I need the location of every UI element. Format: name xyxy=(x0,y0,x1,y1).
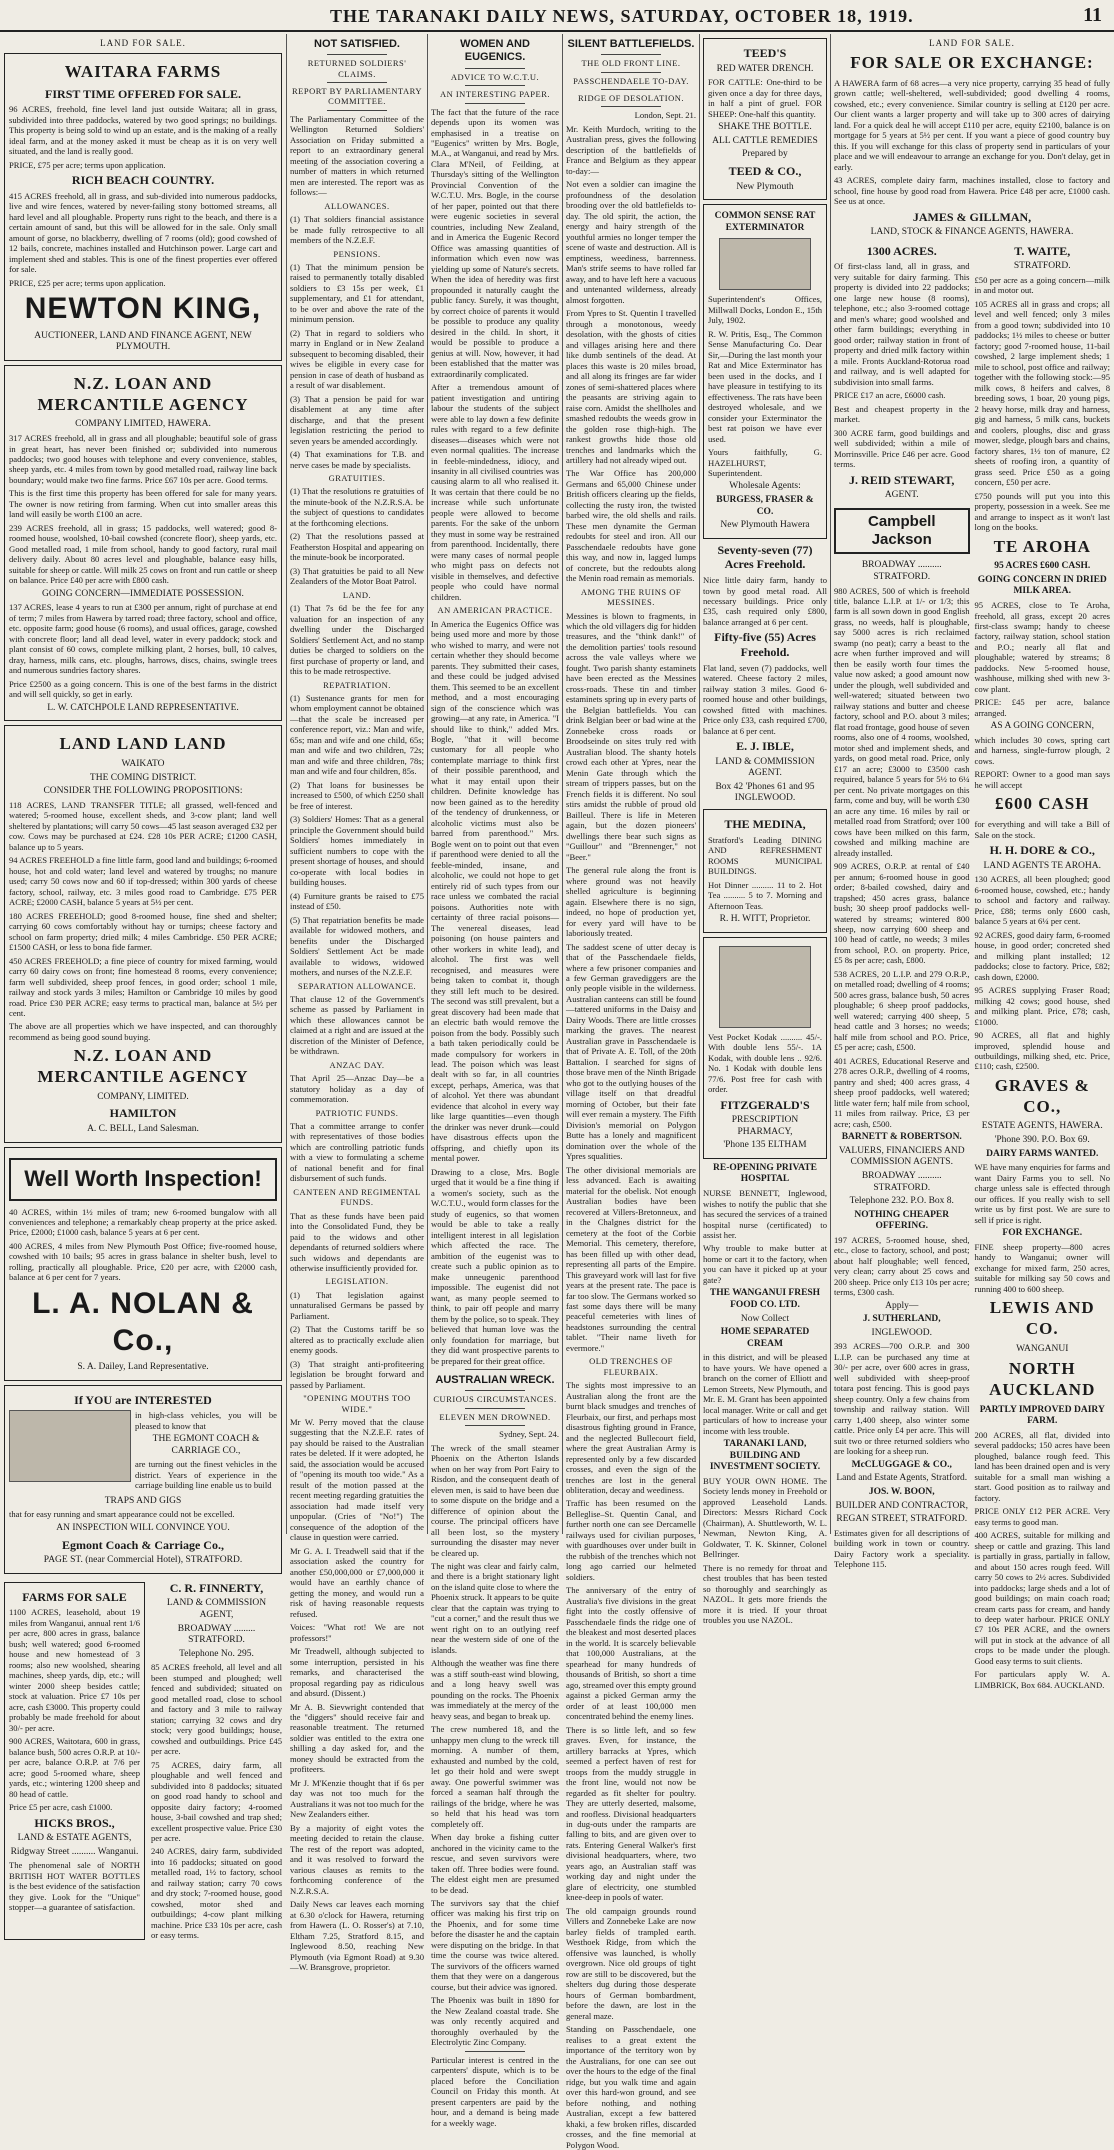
article-subhead: REPORT BY PARLIAMENTARY COMMITTEE. xyxy=(292,86,422,107)
article-paragraph: (1) That soldiers financial assistance be made fully retrospective to all members of the N.Z.E.F. xyxy=(290,214,424,246)
ad-subtitle: AN INSPECTION WILL CONVINCE YOU. xyxy=(56,1522,230,1533)
ad-price: PRICE ONLY £12 PER ACRE. Very easy terms to good man. xyxy=(974,1506,1110,1527)
article-paragraph: Mr W. Perry moved that the clause suggesting that the N.Z.E.F. rates of pay should be raised to the Australian rates be deleted. If it were adopted, he said, the association would be accused of "opening its mouth too wide." As a result of the motion passed at the recent meeting regarding gratuities the association had made itself very unpopular. (Cries of "No!") The consequence of the adoption of the clause in question were carried. xyxy=(290,1416,424,1543)
ad-subtitle: AS A GOING CONCERN, xyxy=(990,721,1094,732)
article-subhead: REPATRIATION. xyxy=(323,679,391,690)
agent-sub: LAND & COMMISSION AGENT. xyxy=(715,756,815,779)
reid-stewart-ad xyxy=(834,241,970,1694)
ad-text: Vest Pocket Kodak .......... 45/-. With double lens 55/-. 1A Kodak, with double lens .. 92/6. No. 1 Kodak with double lens 77/6. Post free for cash with order. xyxy=(708,1031,822,1095)
article-paragraph: The sights most impressive to an Australian along the front are the burnt black smudges and trenches of Fleurbaix, our first, and perhaps most disastrous fighting ground in France, and the neglected Bullecourt field, where the great Australian Army is represented only by a few discarded crosses, and even the sign of the trenches are lost in the general obliteration, decay and weediness. xyxy=(566,1380,696,1495)
ad-title: NOTHING CHEAPER OFFERING. xyxy=(854,1209,950,1232)
ad-title: COMMON SENSE RAT EXTERMINATOR xyxy=(714,211,816,233)
article-subhead: AN INTERESTING PAPER. xyxy=(439,89,551,100)
ad-title: DAIRY FARMS WANTED. xyxy=(986,1148,1099,1159)
column-land-ads xyxy=(4,34,282,1941)
article-subhead: ELEVEN MEN DROWNED. xyxy=(439,1411,551,1422)
ad-subtitle: RED WATER DRENCH. xyxy=(716,63,814,74)
ad-title: TARANAKI LAND, BUILDING AND INVESTMENT SOCIETY. xyxy=(709,1439,821,1473)
ad-subtitle: ALL CATTLE REMEDIES xyxy=(712,135,818,146)
article-subhead: LEGISLATION. xyxy=(325,1276,389,1287)
article-paragraph: There is so little left, and so few graves. Even, for instance, the artillery barracks at Ypres, which seemed a perfect haven of rest for troops from the muddy struggle in the front line, would not now be regarded as fit shelter for poultry. They are utterly deserted, malsome, and roofless. Divisional headquarters in dug-outs under the ramparts are falling to bits, and are given over to rats. Entering General Walker's first divisional headquarters, where, two years ago, an Australian staff was working day and night under the glare of electricity, one stumbled knee-deep in pools of water. xyxy=(566,1724,696,1903)
article-paragraph: Drawing to a close, Mrs. Bogle urged that it would be a fine thing if a women's society, such as the W.C.T.U., would form classes for the study of eugenics, so that women would be able to take a really intelligent interest in all legislation which affected the race. The ambition of the eugenist was to create such a public opinion as to make unneugenic parenthood impossible. The eugenist did not want, as many people seemed to think, to pair off people and marry them by the police, so to speak. They believed that human love was the only foundation for marriage, but they did want prospective parents to be prepared for their great office. xyxy=(431,1166,560,1366)
ad-text: 393 ACRES—700 O.R.P. and 300 L.I.P. can be purchased any time at 30/- per acre, over 600 acres in grass, well subdivided with sheep-proof totara post fencing. This is good pays sheep country. Only a few chains from township and railway station. Will carry 1,400 sheep, also winter some cattle. Price only £4 per acre. This will suit two or three returned soldiers who are looking for a sheep run. xyxy=(834,1341,970,1457)
company-address: PAGE ST. (near Commercial Hotel), STRATFORD. xyxy=(43,1555,243,1566)
ad-text: 239 ACRES freehold, all in grass; 15 paddocks, well watered; good 8-roomed house, woolshed, 10-bail cowshed (concrete floor), sheep yards, etc. Good metalled road, 1 mile from school, handy to good factory, rural mail delivery daily. About 80 acres level and ploughable, balance easy hills, suitable for sheep or cattle. Will milk 25 cows on front and run cattle or sheep on balance. Price £40 per acre with £800 cash. xyxy=(9,522,277,586)
ad-title: Well Worth Inspection! xyxy=(9,1158,277,1201)
article-paragraph: The anniversary of the entry of Australia's five divisions in the great fight into the costly offensive of Passchendaele finds the ridge one of the bleakest and most deserted places in the world. It is scarcely believable that 100,000 Australians, at the spearhead for many hundreds of thousands of British, so short a time ago, streamed over this empty ground against a picked German army the order of at least 100,000 men concentrated behind the enemy lines. xyxy=(566,1585,696,1722)
kodak-illustration xyxy=(719,946,811,1028)
article-paragraph: (1) That the resolutions re gratuities of the minute-book of the N.Z.R.S.A. be the subject of questions to candidates at the forthcoming elections. xyxy=(290,486,424,528)
ad-representative: A. C. BELL, Land Salesman. xyxy=(87,1124,199,1135)
article-paragraph: Mr J. M'Kenzie thought that if 6s per day was not too much for the Australians it was not too much for the New Zealanders either. xyxy=(290,1777,424,1820)
section-heading: LAND FOR SALE. xyxy=(929,38,1015,48)
company-address: New Plymouth xyxy=(736,181,794,192)
ad-text: 415 ACRES freehold, all in grass, and sub-divided into numerous paddocks, live and wire fences, watered by never-failing stony bottomed streams, all hard level and all ploughable. Property runs right to the beach, and there is a certain amount of sand, but this will be allowed for in the sale. Only small amount of gorse, no blackberry, dwelling of 7 rooms (old); good cowshed of 12 bails, concrete, machines installed and Hutchinson power. Large cart and implement shed and stables. This is one of the finest properties ever offered for sale. xyxy=(9,190,277,275)
ad-title: TE AROHA xyxy=(993,536,1091,556)
article-subhead: SEPARATION ALLOWANCE. xyxy=(297,980,417,991)
article-subhead: THE OLD FRONT LINE. xyxy=(581,58,681,69)
ad-title: THE MEDINA, xyxy=(724,817,806,832)
ad-text: 85 ACRES freehold, all level and all been stumped and ploughed; well fenced and subdivided; situated on good metalled road, close to school and factory and 3 mile to railway station; carrying 32 cows and dry stock; very good buildings; house, cowshed and outbuildings. Price £45 per acre. xyxy=(151,1662,282,1757)
agent-address: Ridgway Street .......... Wanganui. xyxy=(10,1846,139,1857)
article-paragraph: That as these funds have been paid into the Consolidated Fund, they be paid to the widows and other dependants of returned soldiers where such widows and dependants are otherwise insufficiently provided for. xyxy=(290,1210,424,1273)
agent-name: J. REID STEWART, xyxy=(849,472,955,487)
ad-text: 92 ACRES, good dairy farm, 6-roomed house, in good order; concreted shed and milking plant installed; 12 paddocks; close to factory. Price, £82; cash down, £2000. xyxy=(974,929,1110,982)
company-name: Egmont Coach & Carriage Co., xyxy=(62,1537,224,1552)
ad-text: 450 ACRES FREEHOLD; a fine piece of country for mixed farming, would carry 60 dairy cows on front; fine homestead 8 rooms, every convenience; farm well subdivided, sheep proof fences, in good order; school 1 mile, railway and stock yards 3 miles; Hamilton or Cambridge 10 miles by good road. Price £30 PER ACRE; easy terms to practical man, balance at 5½ per cent. xyxy=(9,955,277,1018)
company-name: TEED & CO., xyxy=(728,163,802,178)
agent-address: BROADWAY .......... STRATFORD. xyxy=(861,560,942,582)
article-paragraph: The night was clear and fairly calm, and there is a bright stationary light on the island quite close to where the Phoenix struck. It appears to be quite clear that the captain was trying to "cut a corner," and the result thus we went right on to an outlying reef near the western side of one of the islands. xyxy=(431,1560,559,1655)
article-subhead: LAND. xyxy=(342,589,372,600)
ad-text: This is the first time this property has been offered for sale for many years. The owner is now retiring from farming. When cut into smaller areas this land will easily be worth £100 an acre. xyxy=(9,488,277,520)
article-headline: NOT SATISFIED. xyxy=(314,38,400,50)
article-paragraph: (2) That in regard to soldiers who marry in England or in New Zealand subsequent to becoming disabled, their wives be eligible in every case for pension in case of death of husband as a result of war disablement. xyxy=(290,327,424,391)
ad-text: Estimates given for all descriptions of building work in town or country. Dairy Factory work a speciality. Telephone 115. xyxy=(834,1527,970,1570)
article-paragraph: (1) Sustenance grants for men for whom employment cannot be obtained—that the scale be increased per conference report, viz.: Man and wife, 65s; man and wife and one child, 65s; man and wife and two children, 72s; man and wife and three children, 78s; man and wife and four children, 85s. xyxy=(290,692,424,777)
ad-text: for everything and will take a Bill of Sale on the stock. xyxy=(974,819,1110,840)
ad-subtitle: GOING CONCERN—IMMEDIATE POSSESSION. xyxy=(42,588,244,599)
agent-telephone: Telephone 232. P.O. Box 8. xyxy=(849,1196,954,1207)
agent-name: GRAVES & CO., xyxy=(994,1075,1090,1116)
ad-text: FINE sheep property—800 acres handy to Wanganui; owner will exchange for mixed farm, 250 acres, suitable for milking say 50 cows and running 400 to 600 sheep. xyxy=(974,1241,1110,1294)
article-paragraph: Voices: "What rot! We are not professors!" xyxy=(290,1622,424,1643)
ad-text: There is no remedy for throat and chest troubles that has been tested so thoroughly and searchingly as NAZOL. It gets more friends the more it is tried. If your throat troubles you use NAZOL. xyxy=(703,1562,827,1626)
page-number: 11 xyxy=(1083,4,1102,26)
agent-name: L. A. NOLAN & Co., xyxy=(32,1286,254,1357)
ad-text: 75 ACRES, dairy farm, all ploughable and well fenced and subdivided into 8 paddocks; situated on good road handy to school and opposite dairy factory; 4-roomed house, 3-bail cowshed and trap shed; excellent prospective value. Price £30 per acre. xyxy=(151,1759,282,1843)
column-rule xyxy=(286,34,287,1534)
ad-text: 95 ACRES supplying Fraser Road; milking 42 cows; good house, shed and milking plant. Price, £78; cash, £1000. xyxy=(974,985,1110,1027)
ad-text: The phenomenal sale of NORTH BRITISH HOT WATER BOTTLES is the best evidence of the satisfaction they give. Look for the "Unique" stopper—a guarantee of satisfaction. xyxy=(9,1860,140,1913)
ad-price: £600 CASH xyxy=(995,794,1090,814)
agent-sub: WANGANUI xyxy=(1016,1343,1069,1354)
agent-address: BROADWAY .......... STRATFORD. xyxy=(861,1170,942,1193)
article-paragraph: After a tremendous amount of patient investigation and untiring labour the students of the subject were able to lay down a few definite rules with regard to a few definite diseases—diseases which were not even normal qualities. The increase in feeble-mindedness, idiocy, and insanity in all civilised countries was causing alarm to all who realised it. It was certain that there could be no increase while such unfortunate people were allowed to become parents. For the sake of the unborn they must in some way be restrained from parenthood. Incidentally, there were many cases of normal people who might pass on defects not visible in themselves, and defective people who could have normal children. xyxy=(431,382,559,602)
ad-text: 40 ACRES, within 1½ miles of tram; new 6-roomed bungalow with all conveniences and telephone; a remarkably cheap property at the price asked. Price, £2000; £1000 cash, balance 5 years at 6 per cent. xyxy=(9,1206,277,1238)
agent-sub: STRATFORD. xyxy=(1013,261,1071,272)
company-name: THE EGMONT COACH & CARRIAGE CO., xyxy=(152,1434,260,1456)
ad-subtitle: GOING CONCERN IN DRIED MILK AREA. xyxy=(977,574,1107,597)
agent-name: Campbell Jackson xyxy=(834,508,970,555)
article-paragraph: (3) That a pension be paid for war disablement at any time after discharge, and that the present legislation restricting the period to seven years be amended accordingly. xyxy=(290,393,424,446)
ad-price: PRICE: £45 per acre, balance arranged. xyxy=(974,697,1110,718)
ad-title: Fifty-five (55) Acres Freehold. xyxy=(714,630,816,660)
ad-subtitle: THE COMING DISTRICT. xyxy=(89,772,197,783)
article-subhead: CURIOUS CIRCUMSTANCES. xyxy=(433,1394,557,1405)
ad-text: WE have many enquiries for farms and want Dairy Farms you to sell. No charge unless sale is effected through our offices. If you really wish to sell write us by first post. We are sure to sell if price is right. xyxy=(974,1162,1110,1225)
ad-title: FOR SALE OR EXCHANGE: xyxy=(850,52,1094,72)
ad-text: 200 ACRES, all flat, divided into several paddocks; 150 acres have been ploughed, balance rough feed. This land has been drained open and is very suitable for a small man wishing a start. Good position as to railway and factory. xyxy=(974,1429,1110,1503)
ad-text: BUY YOUR OWN HOME. The Society lends money in Freehold or approved Leasehold Lands. Directors: Messrs Richard Cock (Chairman), A. Shuttleworth, W. L. Newman, Newton King, A. Goldwater, T. K. Skinner, Colonel Bellringer. xyxy=(703,1475,827,1560)
article-paragraph: Messines is blown to fragments, in which the old villagers dig for hidden treasures, and the "think dank!" of the demolition parties' tools resound across the vale valleys where we fought. Two parish shanty estaminets have been erected as the Messines cross-roads. These tin and timber estaminets spring up in every parts of the Belgian battlefields. You can drink Belgian beer or bad wine at the Zonnebeke cross roads or Broodseinde on sites truly red with Australian blood. The shanty hotels crowd each other at Ypres, near the Menin Gate through which the stream of trippers passes, but on the French fields it is different. No soul stirs amidst the rubble of proud old Bailleul. There is life in Meteren again, but the dozen pioneers' dwellings there bear such signs as "Guillour" and "Brennenger," not "Beer." xyxy=(566,610,696,862)
agent-sub: COMPANY LIMITED, HAWERA. xyxy=(75,419,211,430)
article-paragraph: The wreck of the small steamer Phoenix on the Atherton Islands when on her way from Port Fairy to Risdon, and the consequent death of eleven men, is said to have been due to some dispute on the bridge and a difference of opinion about the course. The principal officers have all been lost, so the mystery surrounding the disaster may never be cleared up. xyxy=(431,1442,559,1558)
article-paragraph: That a committee arrange to confer with representatives of those bodies which are controlling patriotic funds with a view to formulating a scheme of national benefit and for final disbursement of such funds. xyxy=(290,1120,424,1184)
ad-subtitle: Now Collect xyxy=(740,1313,790,1324)
article-paragraph: Mr Treadwell, although subjected to some interruption, persisted in his remarks, and characterised the proposal regarding pay as ridiculous and absurd. (Dissent.) xyxy=(290,1646,424,1699)
ad-subtitle: TRAPS AND GIGS xyxy=(104,1495,182,1506)
ad-text: 909 ACRES, O.R.P. at rental of £40 per annum; 6-roomed house in good order; 8-bailed cowshed, dairy and trapshed; 450 acres grass, balance bush; 30 sheep proof paddocks well-watered by streams; wintered 800 sheep, now carrying 600 sheep and 100 head of cattle, no weeds; 3 miles from school, P.O. on property. Price, £5 8s per acre; cash, £800. xyxy=(834,861,970,966)
carriage-illustration xyxy=(9,1410,131,1482)
ad-text: which includes 30 cows, spring cart and harness, single-furrow plough, 2 cows. xyxy=(974,734,1110,766)
ad-text: For particulars apply W. A. LIMBRICK, Box 684. AUCKLAND. xyxy=(974,1669,1110,1690)
ad-text: Superintendent's Offices, Millwall Docks, London E., 15th July, 1902. xyxy=(708,294,822,326)
ad-text: in this district, and will be pleased to have yours. We have opened a branch on the corner of Elliott and Lemon Streets, New Plymouth, and Mr. E. M. Grant has been appointed local manager. Write or call and get particulars of how to increase your income with less trouble. xyxy=(703,1352,827,1436)
ad-text: 317 ACRES freehold, all in grass and all ploughable; beautiful sole of grass in great heart, has never been finished or; subdivided into numerous paddocks; two good houses with telephone and every convenience, stables, sheep yards, etc. 4 miles from town by good metalled road, railway line back boundary; would make two fine farms. Price £67 10s per acre. Good terms. xyxy=(9,433,277,485)
ad-subtitle: SHAKE THE BOTTLE. xyxy=(718,122,812,133)
article-paragraph: The crew numbered 18, and the unhappy men clung to the wreck till morning. A number of them, exhausted and numbed by the cold, let go their hold and were swept away. One powerful swimmer was forced a seaman half through the railings of the bridge, where he was so held that his head was torn completely off. xyxy=(431,1724,559,1829)
article-paragraph: That clause 12 of the Government's scheme as passed by Parliament in which these allowances cannot be claimed at a right and are issued at the discretion of the Minister of Defence, be withdrawn. xyxy=(290,993,424,1057)
article-paragraph: (3) Soldiers' Homes: That as a general principle the Government should build Soldiers' homes immediately in sufficient numbers to cope with the present shortage of houses, and should co-operate with local bodies in building houses. xyxy=(290,814,424,888)
ad-text: 105 ACRES all in grass and crops; all level and well fenced; only 3 miles from a good town; subdivided into 10 paddocks; 1½ miles to cheese or butter factory; good 7-roomed house, 11-bail cowshed, 2 large implement sheds; 1 mile to school, post office and railway; together with the following stock:—95 milk cows, 8 heifers and calves, 8 breeding sows, 1 boar, 20 young pigs, 2 heavy horse, milk dray and harness, gig and harness, 5 milk cans, buckets and coolers, ploughs, disc and grass mower, sledge, plough bars and chains, factory shares, 1½ ton of manure, £2 sheets of roofing iron, a quantity of grass seed. Price £50 as a going concern, £50 per acre. xyxy=(974,298,1110,488)
agent-sub: LAND AGENTS TE AROHA. xyxy=(983,860,1102,871)
article-paragraph: (2) That the resolutions passed at Featherston Hospital and appearing on the minute-book be incorporated. xyxy=(290,531,424,563)
ad-text: 980 ACRES, 500 of which is freehold title, balance L.I.P. at 1/- or 1/3; this farm is all sown down in good English grass, no weeds, half is ploughable, say 5000 acres is rich reclaimed swamp (no peat); carry a beast to the acre when further improved and will then be easily worth four times the value now asked; a good amount now under the plough, well subdivided and well-watered; situated between two railway stations and butter and cheese factory, school and P.O. about 3 miles; flat road frontage, good house of seven rooms, also one of 4 rooms, woolshed, motor shed and implement sheds, and yards, on good metal road. Price, only £17 an acre; £3000 to £3500 cash required, balance 5 years for 5½ to 6¼ per cent. No private mortgages on this farm, come and buy, will be worth £30 an acre any time. 16 miles by rail or metalled road from Stratford; over 100 cows have been milked on this farm, cowshed and milking machine are already installed. xyxy=(834,585,970,858)
article-paragraph: Mr A. B. Sievwright contended that the "diggers" should receive fair and reasonable treatment. The returned soldier was entitled to the extra one shilling a day asked for, and the money should be extracted from the profiteers. xyxy=(290,1701,424,1775)
article-paragraph: (1) That 7s 6d be the fee for any valuation for an inspection of any dwelling under the Discharged Soldiers' Settlement Act, and no stamp duties be charged to soldiers on the first purchase of property or land, and this to be made retrospective. xyxy=(290,603,424,677)
column-rule xyxy=(699,34,700,1534)
column-small-ads xyxy=(703,34,827,1626)
ad-representative: R. H. WITT, Proprietor. xyxy=(719,914,811,925)
ad-text: 95 ACRES, close to Te Aroha, freehold, all grass, except 20 acres first-class swamp; handy to cheese factory, railway station, school station and P.O.; nearly all flat and ploughable; watered by streams; 8 paddocks. New 5-roomed house, washhouse, milking shed with new 3-cow plant. xyxy=(974,600,1110,694)
ad-title: NORTH AUCKLAND xyxy=(989,1359,1096,1399)
agent-sub: COMPANY, LIMITED. xyxy=(97,1091,189,1102)
ad-text: 1100 ACRES, leasehold, about 19 miles from Wanganui, annual rent 1/6 per acre, 800 acres in grass, balance bush; well watered; good 6-roomed house and new homestead of 3 rooms; also new woolshed, shearing machines, sheep yards, dip, etc.; will winter 2000 sheep besides cattle; stock at valuation. Price £7 10s per acre, cash £3000. This property could probably be made freehold for about 30/- per acre. xyxy=(9,1607,140,1733)
article-paragraph: Not even a soldier can imagine the profoundness of the desolation brooding over the old battlefields to-day. The old spirit, the action, the energy and hairy strength of the youthful armies no longer temper the scene of waste and destruction. All is emptiness, weediness, barrenness. Man's strife seems to have rolled far away, and to have left here a vacuous and untenanted wilderness, already almost forgotten. xyxy=(566,179,696,305)
article-paragraph: The survivors say that the chief officer was making his first trip on the Phoenix, and for some time before the disaster he and the captain were disputing on the bridge. In that time the course was twice altered. The survivors of the officers warned them that they were on a dangerous course, but their advice was ignored. xyxy=(431,1898,559,1992)
ad-price: PRICE, £75 per acre; terms upon application. xyxy=(9,159,166,170)
article-paragraph: In America the Eugenics Office was being used more and more by those who wished to marry, and were not certain whether they should become parents. They submitted their cases, and these could be judged advised them. This seemed to be an excellent method, and a most encouraging sign of the conscience which was growing—at any rate, in America. "I should like to think," added Mrs. Bogle, "that it will become customary for all people who contemplate marriage to think first of their possible parenthood, and what it may entail upon their children. Definite knowledge has now been gained as to the heredity of the tendency of drunkenness, or alcoholic victims must also be barred from parenthood." Mrs. Bogle went on to point out that even if parenthood were denied to all the feeble-minded, insane, and alcoholic, we could not hope to get entirely rid of such types from our race unless we combated the racial poisons. Authorities note with certainty of three racial poisons—The venereal diseases, lead poisoning (on house painters and other workers in white lead), and alcohol. The first was well recognised, and measures were being taken to combat it, though they still left much to be desired. The second was still prevalent, but a great discovery had been made that an electric bath would remove the poison from the body. Possibly such a bath taken periodically could be made compulsory for workers in lead. The poison which was least dealt with so far, in all countries except, perhaps, America, was that of alcohol. Yet there was abundant evidence that alcohol in every way like large quantities—even though the drinker was never drunk—could have disastrous effects upon the offspring, and chiefly upon its mental power. xyxy=(431,618,559,1164)
ad-text: 900 ACRES, Waitotara, 600 in grass, balance bush, 500 acres O.R.P. at 10/- per acre, balance O.R.P. at 7/6 per acre; good 5-roomed whare, sheep yards, etc.; wintering 1200 sheep and 80 head of cattle. xyxy=(9,1736,140,1799)
masthead-title: THE TARANAKI DAILY NEWS, SATURDAY, OCTOBER 18, 1919. xyxy=(330,6,914,26)
ad-representative: S. A. Dailey, Land Representative. xyxy=(77,1362,209,1373)
column-women-eugenics xyxy=(431,34,560,2128)
agent-contact: Box 42 'Phones 61 and 95 INGLEWOOD. xyxy=(715,781,815,804)
agent-name: LEWIS AND CO. xyxy=(989,1298,1095,1338)
article-subhead: "OPENING MOUTHS TOO WIDE." xyxy=(303,1393,411,1414)
article-headline: AUSTRALIAN WRECK. xyxy=(435,1374,555,1387)
ad-title: FARMS FOR SALE xyxy=(22,1589,127,1604)
agent-sub: LAND & ESTATE AGENTS, xyxy=(17,1833,132,1844)
article-dateline: London, Sept. 21. xyxy=(634,110,696,121)
ad-text: 538 ACRES, 20 L.I.P. and 279 O.R.P., on metalled road; dwelling of 4 rooms; 500 acres grass, balance bush, 50 acres ploughable; 6 sheep proof paddocks, well watered; carrying 400 sheep, 5 head cattle and 3 horses; no weeds; half mile from school and P.O. Price, £5 per acre; cash, £500. xyxy=(834,968,970,1053)
ad-text: 137 ACRES, lease 4 years to run at £300 per annum, right of purchase at end of term; 7 miles from Hawera by tarred road; three factory, school and office, etc. opposite farm; good house (6 rooms), and usual offices, garage, cowshed with concrete floor; land all dead level, water in every paddock; stock and plant consist of 60 cows, complete milking plant, 2 horses, bull, 10 calves, dray, harness, milk cans, etc. ploughs, harrows, discs, chains, swingle trees and numerous sundries factory shares. xyxy=(9,602,277,676)
ad-text: Flat land, seven (7) paddocks, well watered. Cheese factory 2 miles, railway station 3 miles. Good 6-roomed house and other buildings, cowshed fitted with machines. Price only £33, cash required £700, balance at 6 per cent. xyxy=(703,662,827,736)
ad-text: 401 ACRES, Educational Reserve and 278 acres O.R.P., dwelling of 4 rooms, pantry and shed; 400 acres grass, 4 sheep proof paddocks, well watered; little water fern; half mile from school, 11 miles from railway. Price, £3 per acre; cash, £500. xyxy=(834,1055,970,1129)
ad-representative: L. W. CATCHPOLE LAND REPRESENTATIVE. xyxy=(47,702,239,713)
ad-title: 1300 ACRES. xyxy=(866,243,937,258)
article-subhead: RIDGE OF DESOLATION. xyxy=(577,93,685,104)
ad-text: Hot Dinner .......... 11 to 2. Hot Tea .......... 5 to 7. Morning and Afternoon Teas. xyxy=(708,879,822,911)
article-paragraph: Particular interest is centred in the carpenters' dispute, which is to be placed before the Conciliation Council on Friday this month. At present carpenters are paid by the hour, and a demand is being made for a weekly wage. xyxy=(431,2054,559,2128)
ad-text: £750 pounds will put you into this property, possession in a week. See me and arrange to inspect as it won't last long on the books. xyxy=(974,490,1110,533)
company-address: 'Phone 135 ELTHAM xyxy=(723,1140,807,1151)
column-silent-battlefields xyxy=(566,34,696,2150)
ad-subtitle: Prepared by xyxy=(742,149,788,160)
agent-sub: Land and Estate Agents, Stratford. xyxy=(836,1473,968,1484)
article-subhead: ALLOWANCES. xyxy=(324,200,390,211)
ad-subtitle: CONSIDER THE FOLLOWING PROPOSITIONS: xyxy=(43,786,243,797)
agent-name: N.Z. LOAN AND MERCANTILE AGENCY xyxy=(37,373,249,414)
ad-text: NURSE BENNETT, Inglewood, wishes to notify the public that she has secured the services of a trained hospital nurse (certificated) to assist her. xyxy=(703,1188,827,1240)
ad-text: 300 ACRE farm, good buildings and well subdivided; within a mile of Morrinsville. Price £46 per acre. Good terms. xyxy=(834,427,970,470)
ad-text: 400 ACRES, 4 miles from New Plymouth Post Office; five-roomed house, cowshed with 10 bails; 95 acres in grass balance in shelter bush, level to rolling, practically all ploughable. Price, £20 per acre, with £2000 cash, balance at 6 per cent for 7 years. xyxy=(9,1240,277,1283)
article-paragraph: The Phoenix was built in 1890 for the New Zealand coastal trade. She was only recently acquired and thoroughly overhauled by the Electrolytic Zinc Company. xyxy=(431,1995,559,2048)
ad-text: Best and cheapest property in the market. xyxy=(834,403,970,425)
waikato-ad xyxy=(4,725,282,1142)
agent-telephone: 'Phone 390. P.O. Box 69. xyxy=(994,1135,1090,1146)
ad-subtitle: PARTLY IMPROVED DAIRY FARM. xyxy=(979,1404,1105,1427)
article-subhead: ADVICE TO W.C.T.U. xyxy=(450,71,540,82)
article-subhead: OLD TRENCHES OF FLEURBAIX. xyxy=(589,1356,673,1377)
ad-text: Why trouble to make butter at home or cart it to the factory, when you can have it picked up at your gate? xyxy=(703,1243,827,1285)
agent-address: REGAN STREET, STRATFORD. xyxy=(836,1514,968,1525)
ad-text: 94 ACRES FREEHOLD a fine little farm, good land and buildings; 6-roomed house, hot and cold water; land level and watered by troughs; no manure used; carry 50 cows now and 60 if top-dressed; within 300 yards of cheese factory, school, railway, etc. 3 miles good road to Cambridge. £75 PER ACRE; £2000 CASH, balance 5 years at 5½ per cent. xyxy=(9,855,277,908)
ad-text: 130 ACRES, all been ploughed; good 6-roomed house, cowshed, etc.; handy to school and factory and railway. Price, £88; terms only £600 cash, balance 5 years at 6¼ per cent. xyxy=(974,874,1110,927)
ad-subtitle: Apply— xyxy=(885,1300,919,1311)
article-paragraph: (5) That repatriation benefits be made available for widowed mothers, and benefits under the Discharged Soldiers' Settlement Act be made available to widows, widowed mothers, and nurses of the N.Z.E.F. xyxy=(290,914,424,978)
agent-name: JAMES & GILLMAN, xyxy=(912,209,1032,224)
ad-title: RE-OPENING PRIVATE HOSPITAL xyxy=(713,1162,817,1185)
waite-ad xyxy=(975,241,1111,1694)
agent-sub: LAND & COMMISSION AGENT, xyxy=(166,1598,267,1620)
section-heading: LAND FOR SALE. xyxy=(100,38,186,48)
ad-text: Yours faithfully, G. HAZELHURST, Superintendent. xyxy=(708,447,822,478)
article-subhead: CANTEEN AND REGIMENTAL FUNDS. xyxy=(293,1186,421,1208)
agent-address: BROADWAY ......... STRATFORD. xyxy=(177,1623,256,1646)
ad-subtitle: 95 ACRES £600 CASH. xyxy=(994,561,1091,572)
teed-ad xyxy=(703,38,827,200)
agent-name: N.Z. LOAN AND MERCANTILE AGENCY xyxy=(37,1046,249,1087)
ad-text: R. W. Pritis, Esq., The Common Sense Manufacturing Co. Dear Sir,—During the last month your Rat and Mice Exterminator has been used in the docks, and I have pleasure in testifying to its effectiveness. The rats have been destroyed wholesale, and we consider your Exterminator the best rat poison we have ever used. xyxy=(708,328,822,444)
kodak-ad xyxy=(703,937,827,1159)
ad-subtitle: HOME SEPARATED CREAM xyxy=(720,1327,810,1349)
agent-sub: VALUERS, FINANCIERS AND COMMISSION AGENTS. xyxy=(838,1145,965,1168)
article-paragraph: When day broke a fishing cutter anchored in the vicinity came to the rescue, and seven survivors were taken off. Three bodies were found. The eldest eight men are presumed to be dead. xyxy=(431,1832,559,1895)
agent-telephone: Telephone No. 295. xyxy=(179,1648,254,1659)
ad-title: WAITARA FARMS xyxy=(64,61,222,81)
ad-text: The above are all properties which we have inspected, and can thoroughly recommend as being good sound buying. xyxy=(9,1021,277,1042)
article-subhead: AMONG THE RUINS OF MESSINES. xyxy=(580,586,682,608)
ad-text: 43 ACRES, complete dairy farm, machines installed, close to factory and school, fine house by good road from Hawera. Price £48 per acre, £1000 cash. See us at once. xyxy=(834,175,1110,207)
column-rule xyxy=(830,34,831,1534)
column-rule xyxy=(562,34,563,1534)
ad-title: Seventy-seven (77) Acres Freehold. xyxy=(717,542,813,572)
medina-ad xyxy=(703,809,827,933)
article-paragraph: The general rule along the front is where ground was not heavily shelled agriculture is beginning again. Elsewhere there is no sign, indeed, no hope of production yet, for every yard will have to be laboriously treated. xyxy=(566,865,696,939)
agent-address: INGLEWOOD. xyxy=(871,1327,932,1338)
company-name: FITZGERALD'S xyxy=(720,1097,810,1112)
column-rule xyxy=(427,34,428,1534)
rat-illustration xyxy=(719,238,811,290)
ad-price: PRICE, £25 per acre; terms upon application. xyxy=(9,277,166,288)
ad-text: £50 per acre as a going concern—milk in and motor out. xyxy=(974,274,1110,296)
article-paragraph: (2) That loans for businesses be increased to £500, of which £250 shall be free of interest. xyxy=(290,779,424,811)
article-paragraph: The Parliamentary Committee of the Wellington Returned Soldiers' Association on Friday submitted a report to an extraordinary general meeting of the association covering a number of matters in which returned men are interested. The report was as follows:— xyxy=(290,113,424,198)
ad-title: LAND LAND LAND xyxy=(59,734,227,754)
ad-title: If YOU are INTERESTED xyxy=(74,1392,212,1407)
nolan-ad xyxy=(4,1147,282,1381)
ad-text: 90 ACRES, all flat and highly improved, splendid house and outbuildings, milking shed, etc. Price, £110; cash, £2500. xyxy=(974,1030,1110,1072)
article-subhead: PENSIONS. xyxy=(333,248,381,259)
rat-exterminator-ad xyxy=(703,204,827,539)
article-paragraph: (3) That gratuities be paid to all New Zealanders of the Motor Boat Patrol. xyxy=(290,565,424,587)
article-paragraph: The fact that the future of the race depends upon its women was emphasised in a treatise on "Eugenics" written by Mrs. Bogle, M.A., at Wanganui, and read by Mrs. Clara M'Neil, of Feilding, at Thursday's sitting of the Wellington Provincial Convention of the W.C.T.U. Mrs. Bogle, in the course of her paper, pointed out that there were eugenic societies in several countries, including New Zealand, and in America the Eugenic Record Office was amassing quantities of information which even now was yielding up some of Nature's secrets. When the idea of heredity was first propounded it naturally caught the public fancy. Surely, it was thought, by correct choice of parents it would be possible to produce any quality desired in the child. In short, it would be possible to produce a genius at will. Now, however, it had been established that the matter was extraordinarily complicated. xyxy=(431,106,559,379)
article-paragraph: Although the weather was fine there was a stiff south-east wind blowing, and a long heavy swell was pounding on the rocks. The Phoenix was immediately at the mercy of the heavy seas, and began to break up. xyxy=(431,1658,559,1721)
agent-sub: AGENT. xyxy=(884,490,919,501)
article-paragraph: (1) That the minimum pension be raised to permanently totally disabled soldiers to £3 15s per week, £1 supplementary, and £1 for attendant, to be over and above the rate of the minimum pension. xyxy=(290,261,424,325)
ad-subtitle: RICH BEACH COUNTRY. xyxy=(71,173,215,188)
agent-sub: LAND, STOCK & FINANCE AGENTS, HAWERA. xyxy=(870,227,1074,238)
article-subhead: GRATUITIES. xyxy=(328,473,386,484)
ad-text: A HAWERA farm of 68 acres—a very nice property, carrying 35 head of fully grown cattle; well-sheltered, well-subdivided; good dwelling 4 rooms, cowshed, etc.; every convenience. Similar country is selling at £120 per acre. Our client wants a larger property and will take up to 300 acres of dairying land. For a quick deal he will accept £110 per acre, equity £2100, balance is on mortgage for 5 years at 5½ per cent. If you want a piece of good country buy this. If you will exchange for this class of property send in particulars of your place and we will endeavour to arrange an exchange for you. Don't delay, get in early. xyxy=(834,77,1110,172)
ad-price: PRICE £17 an acre, £6000 cash. xyxy=(834,390,946,401)
article-paragraph: The other divisional memorials are less advanced. Each is awaiting material for the obelisk. Not enough Australian bodies have been recovered at Villers-Bretonneux, and in the Chalgnes district for the cemetery at the foot of the Corbie Memorial. This cemetery, therefore, has been filled up with other dead, representing all parts of the Empire. This graveyard work will last for five years at the present rate. The pace is far too slow. The Germans worked so fast some days there will be many peaceful cemeteries with lines of headstones surrounding the central tablet. "Their name liveth for evermore." xyxy=(566,1164,696,1353)
article-headline: SILENT BATTLEFIELDS. xyxy=(567,38,695,50)
ad-text: that for easy running and smart appearance could not be excelled. xyxy=(9,1509,235,1520)
company-name: BURGESS, FRASER & CO. xyxy=(716,495,814,517)
ad-text: 240 ACRES, dairy farm, subdivided into 16 paddocks; situated on good metalled road, 1½ to factory, school and railway station; carry 70 cows and dry stock; 7-roomed house, good cowshed, motor shed and outbuildings; 4-cow plant milking machine. Price £33 10s per acre, cash or easy terms. xyxy=(151,1846,282,1941)
ad-price: Price £5 per acre, cash £1000. xyxy=(9,1802,113,1813)
waitara-ad xyxy=(4,53,282,361)
article-subhead: AN AMERICAN PRACTICE. xyxy=(437,605,553,616)
ad-text: are turning out the finest vehicles in the district. Years of experience in the carriage building line enable us to build xyxy=(135,1459,277,1491)
ad-subtitle: Wholesale Agents: xyxy=(729,481,801,492)
article-paragraph: (4) That examinations for T.B. and nerve cases be made by specialists. xyxy=(290,449,424,470)
article-paragraph: (3) That straight anti-profiteering legislation be brought forward and passed by Parliament. xyxy=(290,1358,424,1390)
ad-text: Of first-class land, all in grass, and very suitable for dairy farming. This property is divided into 22 paddocks; one large new house (8 rooms), telephone, etc.; also 3-roomed cottage and men's whare; good woolshed and other farm buildings; everything in good order; railway station in front of property and dried milk factory within a mile. Fronts Auckland-Rotorua road and railway, and is well adapted for subdivision into small farms. xyxy=(834,261,970,387)
article-paragraph: From Ypres to St. Quentin I travelled through a monotonous, weedy desolation, with the ghosts of cities and villages arising here and there like dumb sentinels of the dead. At places this waste is 20 miles broad, and all along its fringes are far wider zones of semi-shattered places where the peasants are striving again to raise corn. Amidst the shellholes and smashed redoubts the weeds grow in the golden rose thigh-high. The rankest growths hide those old trenches and landmarks which the artillery had not already wiped out. xyxy=(566,308,696,465)
column-not-satisfied xyxy=(290,34,424,1973)
ad-text: Stratford's Leading DINING AND REFRESHMENT ROOMS MUNICIPAL BUILDINGS. xyxy=(708,834,822,877)
article-paragraph: The saddest scene of utter decay is that of the Passchendaele fields, where a few prisoner companies and a few German gravediggers are the only people visible in the wilderness. Australian canteens can still be found—tattered uniforms in the Daisy and Dairy Woods. There are little crosses marking the graves. The nearest Australian grave in Passchendaele is that of Private A. E. Toll, of the 20th Battalion. I searched for signs of those brave men of the Ninth Brigade who got to the outlying houses of the village itself on that dreadful morning of October, but their fate will ever remain a mystery. The Fifth Division's memorial on Polygon Butte has a lonely and magnificent domination over the whole of the Ypres squalities. xyxy=(566,941,696,1162)
article-headline: WOMEN AND EUGENICS. xyxy=(460,38,530,64)
hicks-ad xyxy=(4,1582,145,1940)
agent-location: HAMILTON xyxy=(109,1106,177,1121)
company-sub: PRESCRIPTION PHARMACY, xyxy=(731,1115,799,1137)
agent-name: H. H. DORE & CO., xyxy=(989,843,1095,858)
article-paragraph: The old campaign grounds round Villers and Zonnebeke Lake are now barley fields of trampled earth. Westhoek Ridge, from which the offensive was launched, is wholly overgrown. Nice old groups of tight row are still to be discovered, but the shelters dug during those desperate hours of German bombardment, before the dawn, are lost in the general maze. xyxy=(566,1905,696,2021)
finnerty-ad xyxy=(151,1578,282,1944)
ad-text: 197 ACRES, 5-roomed house, shed, etc., close to factory, school, and post; about half ploughable; well fenced, very clean; carry about 25 cows and 200 sheep. Price only £13 10s per acre; terms, £300 cash. xyxy=(834,1234,970,1298)
ad-text: 400 ACRES, suitable for milking and sheep or cattle and grazing. This land is partially in grass, partially in fallow, and about 150 acres rough feed. Will carry 50 cows to 2½ acres. Subdivided into paddocks; large sheds and a lot of good buildings; on main coach road; cream carts pass for cream, and handy to deep water harbour. PRICE ONLY £7 10s PER ACRE, and the owners will put in stock at the advance of all crops to be made under the plough. Good easy terms to suit clients. xyxy=(974,1530,1110,1666)
ad-subtitle: WAIKATO xyxy=(121,759,165,770)
agent-sub: BUILDER AND CONTRACTOR, xyxy=(835,1500,969,1511)
ad-text: 180 ACRES FREEHOLD; good 8-roomed house, fine shed and shelter; carrying 60 cows comfortably without hay or turnips; cheese factory and school on farm property; dried milk; 4 miles Cambridge. £50 PER ACRE; £1500 CASH, or less to bona fide farmer. xyxy=(9,910,277,953)
article-subhead: PASSCHENDAELE TO-DAY. xyxy=(573,75,689,86)
agent-sub: AUCTIONEER, LAND AND FINANCE AGENT, NEW PLYMOUTH. xyxy=(34,330,252,353)
ad-text: 118 ACRES, LAND TRANSFER TITLE; all grassed, well-fenced and watered; 5-roomed house, excellent sheds, and 3-cow plant; land well sheltered by plantations; will carry 50 cows—45 last season averaged £32 per cow. Cows may be purchased at £24. £28 10s PER ACRE; £1200 CASH, balance up to 5 years. xyxy=(9,799,277,852)
article-paragraph: (4) Furniture grants be raised to £75 instead of £50. xyxy=(290,890,424,912)
agent-name: NEWTON KING, xyxy=(24,292,262,326)
column-land-for-sale xyxy=(834,34,1110,1690)
nz-loan-ad xyxy=(4,365,282,721)
article-subhead: PATRIOTIC FUNDS. xyxy=(315,1107,399,1118)
agent-name: HICKS BROS., xyxy=(34,1815,115,1830)
agent-name: BARNETT & ROBERTSON. xyxy=(841,1132,962,1143)
article-paragraph: (2) That the Customs tariff be so altered as to practically exclude alien enemy goods. xyxy=(290,1324,424,1356)
agent-name: J. SUTHERLAND, xyxy=(862,1314,941,1325)
agent-name: T. WAITE, xyxy=(1014,243,1071,258)
company-address: New Plymouth Hawera xyxy=(720,520,810,531)
egmont-coach-ad xyxy=(4,1385,282,1574)
company-name: THE WANGANUI FRESH FOOD CO. LTD. xyxy=(709,1288,821,1310)
ad-subtitle: FIRST TIME OFFERED FOR SALE. xyxy=(45,86,241,101)
agent-name: McCLUGGAGE & CO., xyxy=(851,1459,952,1470)
article-paragraph: That April 25—Anzac Day—be a statutory holiday as a day of commemoration. xyxy=(290,1073,424,1105)
agent-name: JOS. W. BOON, xyxy=(868,1486,935,1497)
article-paragraph: Mr. Keith Murdoch, writing to the Australian press, gives the following description of the battlefields of France and Belgium as they appear to-day:— xyxy=(566,123,696,176)
agent-name: C. R. FINNERTY, xyxy=(169,1580,264,1595)
article-subhead: ANZAC DAY. xyxy=(329,1059,385,1070)
article-paragraph: By a majority of eight votes the meeting decided to retain the clause. The rest of the report was adopted, and it was resolved to forward the various clauses as remits to the forthcoming conference of the N.Z.R.S.A. xyxy=(290,1822,424,1896)
article-paragraph: (1) That legislation against unnaturalised Germans be passed by Parliament. xyxy=(290,1289,424,1321)
ad-text: Nice little dairy farm, handy to town by good metal road. All necessary buildings. Price only £35, cash required only £800, balance arranged at 6 per cent. xyxy=(703,575,827,627)
article-paragraph: The War Office has 200,000 Germans and 65,000 Chinese under British officers clearing up the fields, collecting the rusty iron, the twisted barbed wire, the old shells and rails. These men dynamite the German redoubts for steel and iron. All our Passchendaele redoubts have gone this way, and now in, lagged lumps of concrete, but the redoubts along the Menin road remain as memorials. xyxy=(566,468,696,584)
article-paragraph: Daily News car leaves each morning at 6.30 o'clock for Hawera, returning from Hawera (L. O. Rosser's) at 7.10, Eltham 7.25, Stratford 8.15, and Inglewood 8.50, reaching New Plymouth (via Egmont Road) at 9.30—W. Bransgrove, proprietor. xyxy=(290,1899,424,1973)
ad-text: 96 ACRES, freehold, fine level land just outside Waitara; all in grass, subdivided into three paddocks, watered by two good springs; no buildings. This property is being sold to wind up an estate, and is the making of a really ideal farm, and at the money asked it must be cheap as it is on very well situated, and the land is really good. xyxy=(9,104,277,157)
agent-name: E. J. IBLE, xyxy=(736,739,794,754)
agent-sub: ESTATE AGENTS, HAWERA. xyxy=(981,1121,1103,1132)
article-dateline: Sydney, Sept. 24. xyxy=(499,1429,559,1440)
masthead xyxy=(0,0,1114,32)
ad-title: FOR EXCHANGE. xyxy=(1002,1228,1083,1239)
ad-text: in high-class vehicles, you will be pleased to know that xyxy=(135,1410,277,1431)
article-paragraph: Standing on Passchendaele, one realises to a great extent the importance of the territory won by the Australians, for one can see out over the hours to the edge of the final ridge, but you walk time and again over this hard-won ground, and see before nothing, and nothing Australian, except a few battered khaki, a few broken rifles, discarded crosses, and the fine memorial at Polygon Wood. xyxy=(566,2024,696,2150)
ad-text: Price £2500 as a going concern. This is one of the best farms in the district and will sell quickly, so get in early. xyxy=(9,678,277,700)
ad-title: TEED'S xyxy=(743,46,787,60)
article-subhead: RETURNED SOLDIERS' CLAIMS. xyxy=(307,58,407,79)
ad-text: FOR CATTLE: One-third to be given once a day for three days, in half a pint of gruel. FOR SHEEP: One-half this quantity. xyxy=(708,77,822,119)
ad-text: REPORT: Owner to a good man says he will accept xyxy=(974,769,1110,790)
article-paragraph: Mr G. A. I. Treadwell said that if the association asked the country for another £50,000,000 or £7,000,000 it would have an earthly chance of getting the money, and would run a risk of having reasonable requests refused. xyxy=(290,1545,424,1619)
article-paragraph: Traffic has been resumed on the Belleglise–St. Quentin Canal, and further north one can see Dercamelle railways used for civilian purposes, with guardhouses over under built in the rubbish of the trenches which not long ago carried our helmeted soldiers. xyxy=(566,1498,696,1582)
